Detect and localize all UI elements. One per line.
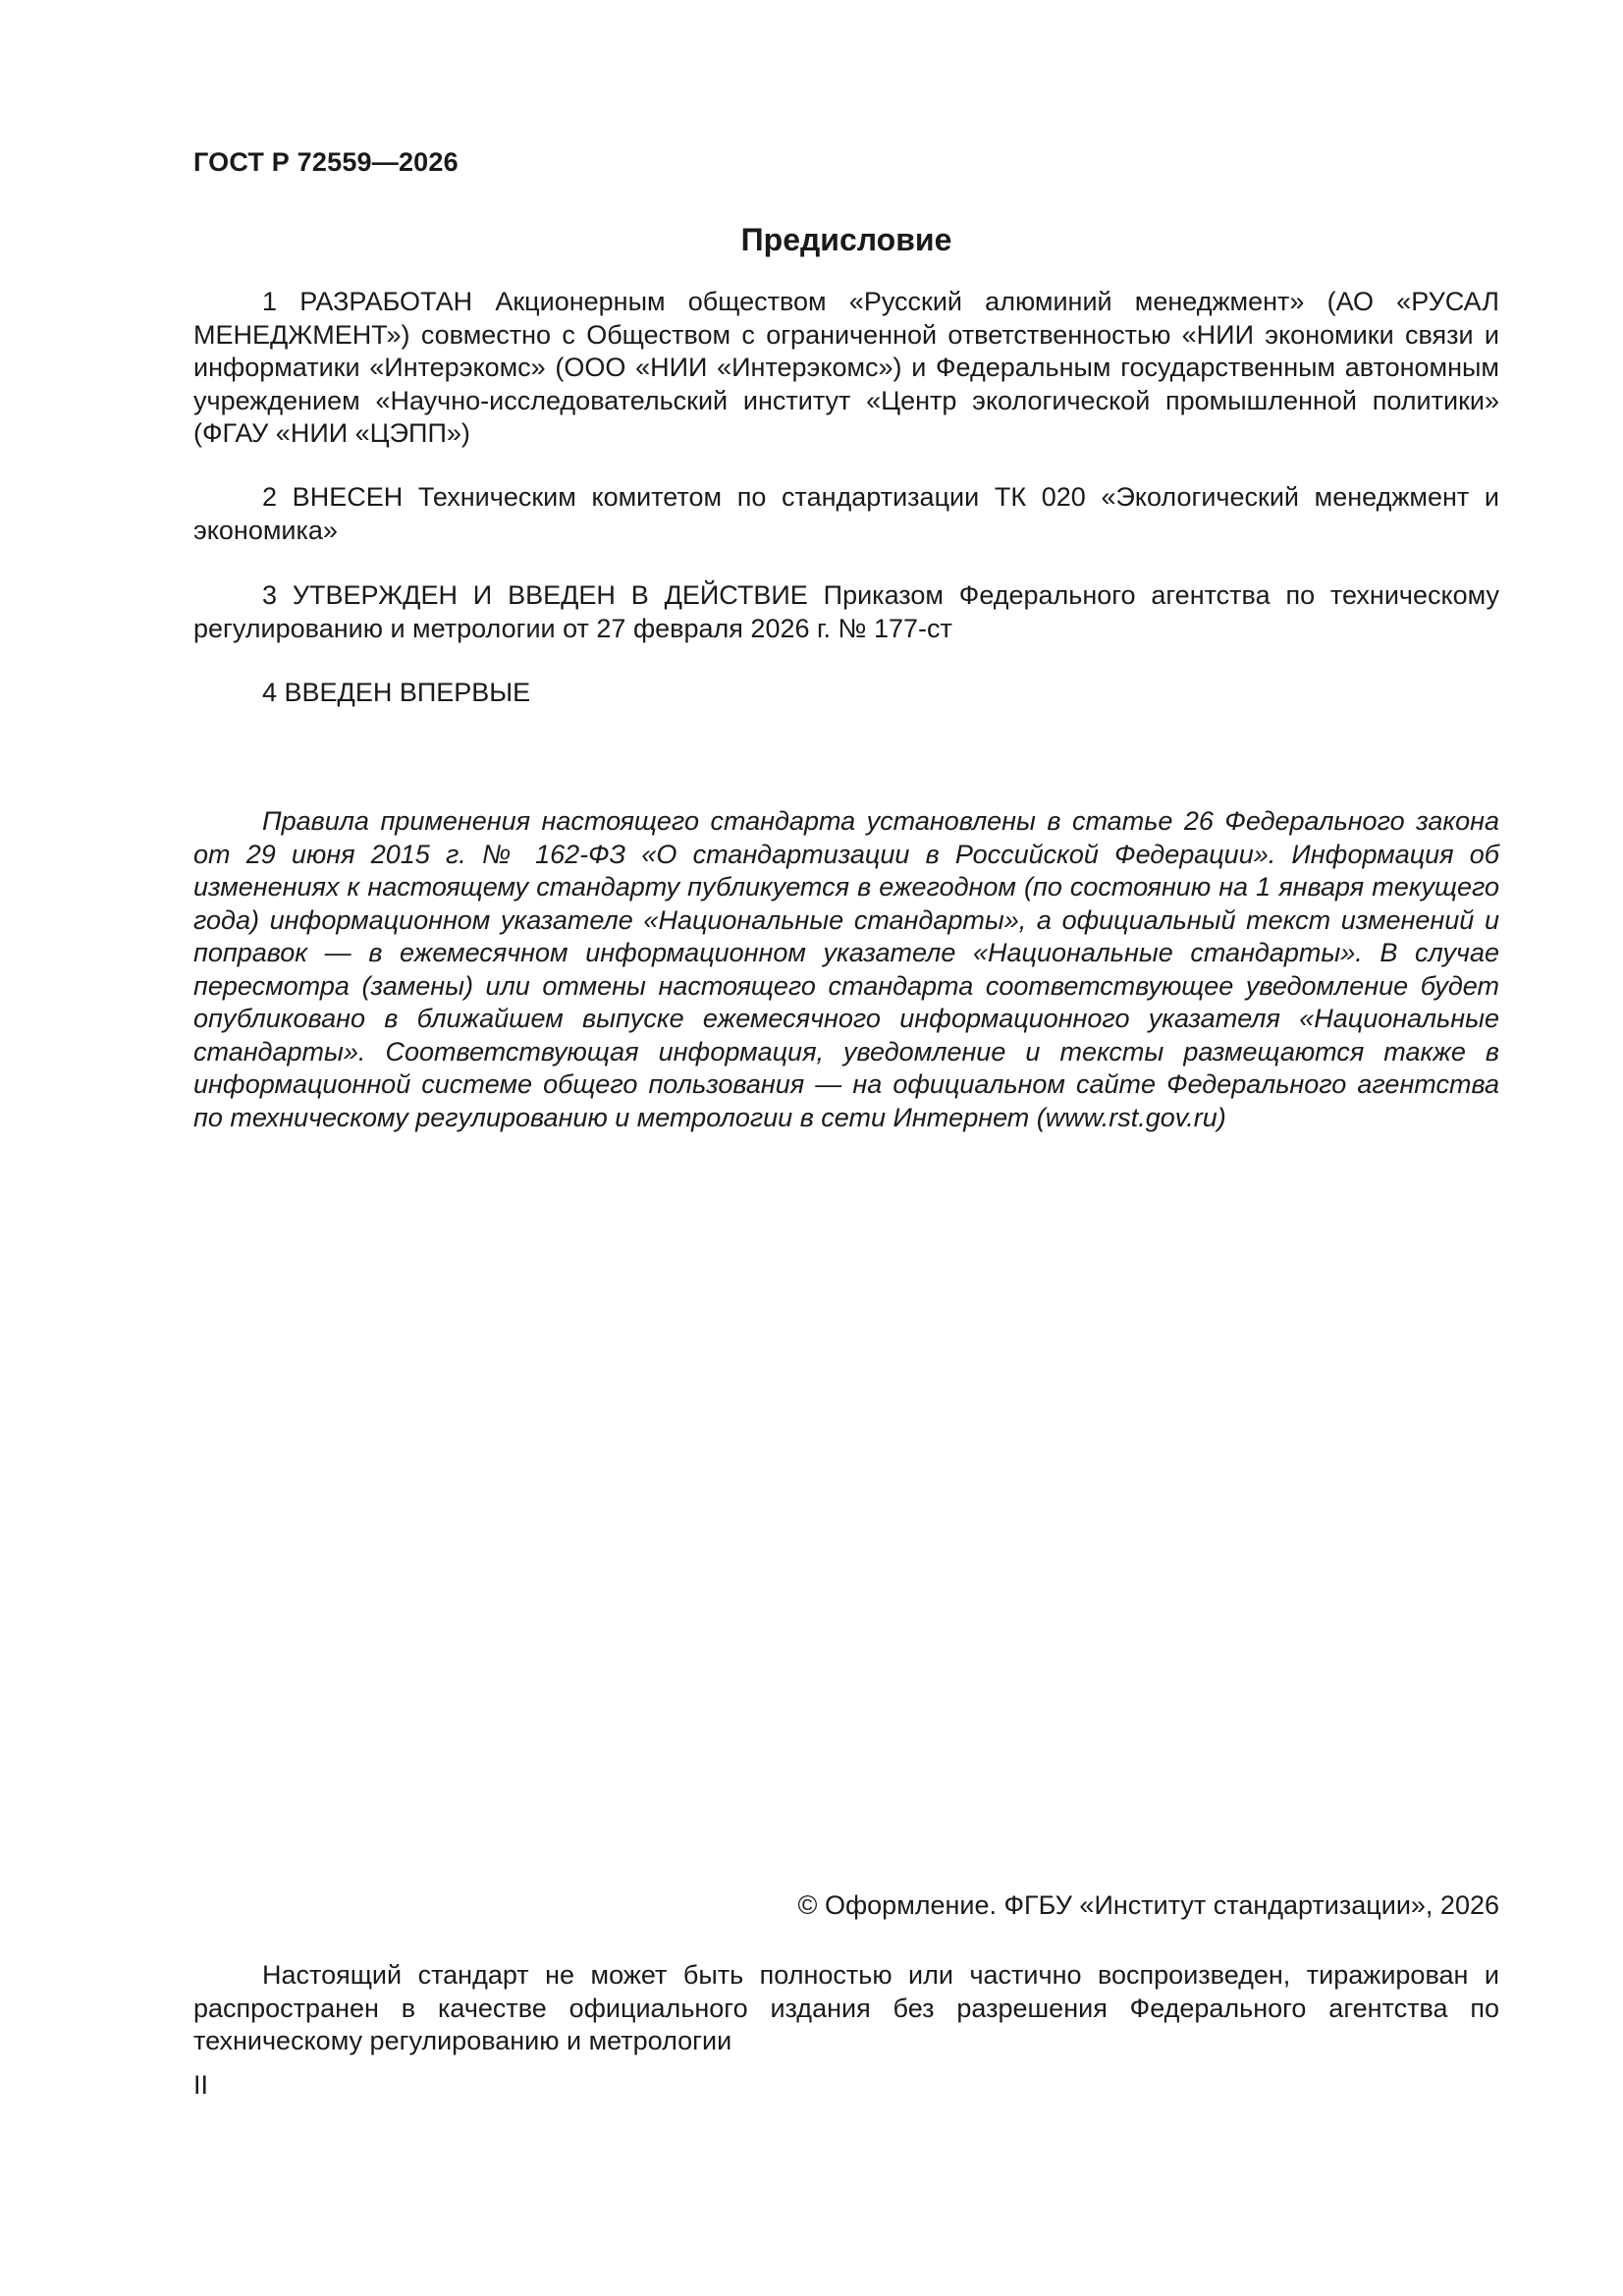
page-number: II (193, 2070, 209, 2100)
reproduction-notice: Настоящий стандарт не может быть полностью или частично воспроизведен, тиражирован и распространен в качестве официального издания без разрешения Федерального агентства по техническому регулированию и метрологии (193, 1960, 1499, 2055)
foreword-item-introduced: 4 ВВЕДЕН ВПЕРВЫЕ (262, 678, 531, 707)
application-rules-note: Правила применения настоящего стандарта установлены в статье 26 Федерального закона от 29 июня 2015 г. № 162-ФЗ «О стандартизации в Российской Федерации». Информация об изменениях к настоящему стандарту публикуется в ежегодном (по состоянию на 1 января текущего года) информационном указателе «Национальные стандарты», а официальный текст изменений и поправок — в ежемесячном информационном указателе «Национальные стандарты». В случае пересмотра (замены) или отмены настоящего стандарта соответствующее уведомление будет опубликовано в ближайшем выпуске ежемесячного информационного указателя «Национальные стандарты». Соответствующая информация, уведомление и тексты размещаются также в информационной системе общего пользования — на официальном сайте Федерального агентства по техническому регулированию и метрологии в сети Интернет (www.rst.gov.ru) (193, 806, 1499, 1132)
copyright-notice: © Оформление. ФГБУ «Институт стандартизации», 2026 (797, 1890, 1499, 1920)
document-code: ГОСТ Р 72559—2026 (193, 147, 459, 177)
foreword-item-submitted: 2 ВНЕСЕН Техническим комитетом по стандартизации ТК 020 «Экологический менеджмент и экономика» (193, 482, 1499, 545)
foreword-item-approved: 3 УТВЕРЖДЕН И ВВЕДЕН В ДЕЙСТВИЕ Приказом Федерального агентства по техническому регулированию и метрологии от 27 февраля 2026 г. № 177-ст (193, 580, 1499, 643)
foreword-item-developed: 1 РАЗРАБОТАН Акционерным обществом «Русский алюминий менеджмент» (АО «РУСАЛ МЕНЕДЖМЕНТ») совместно с Обществом с ограниченной ответственностью «НИИ экономики связи и информатики «Интерэкомс» (ООО «НИИ «Интерэкомс») и Федеральным государственным автономным учреждением «Научно-исследовательский институт «Центр экологической промышленной политики» (ФГАУ «НИИ «ЦЭПП») (193, 287, 1499, 448)
page-title: Предисловие (740, 222, 952, 257)
